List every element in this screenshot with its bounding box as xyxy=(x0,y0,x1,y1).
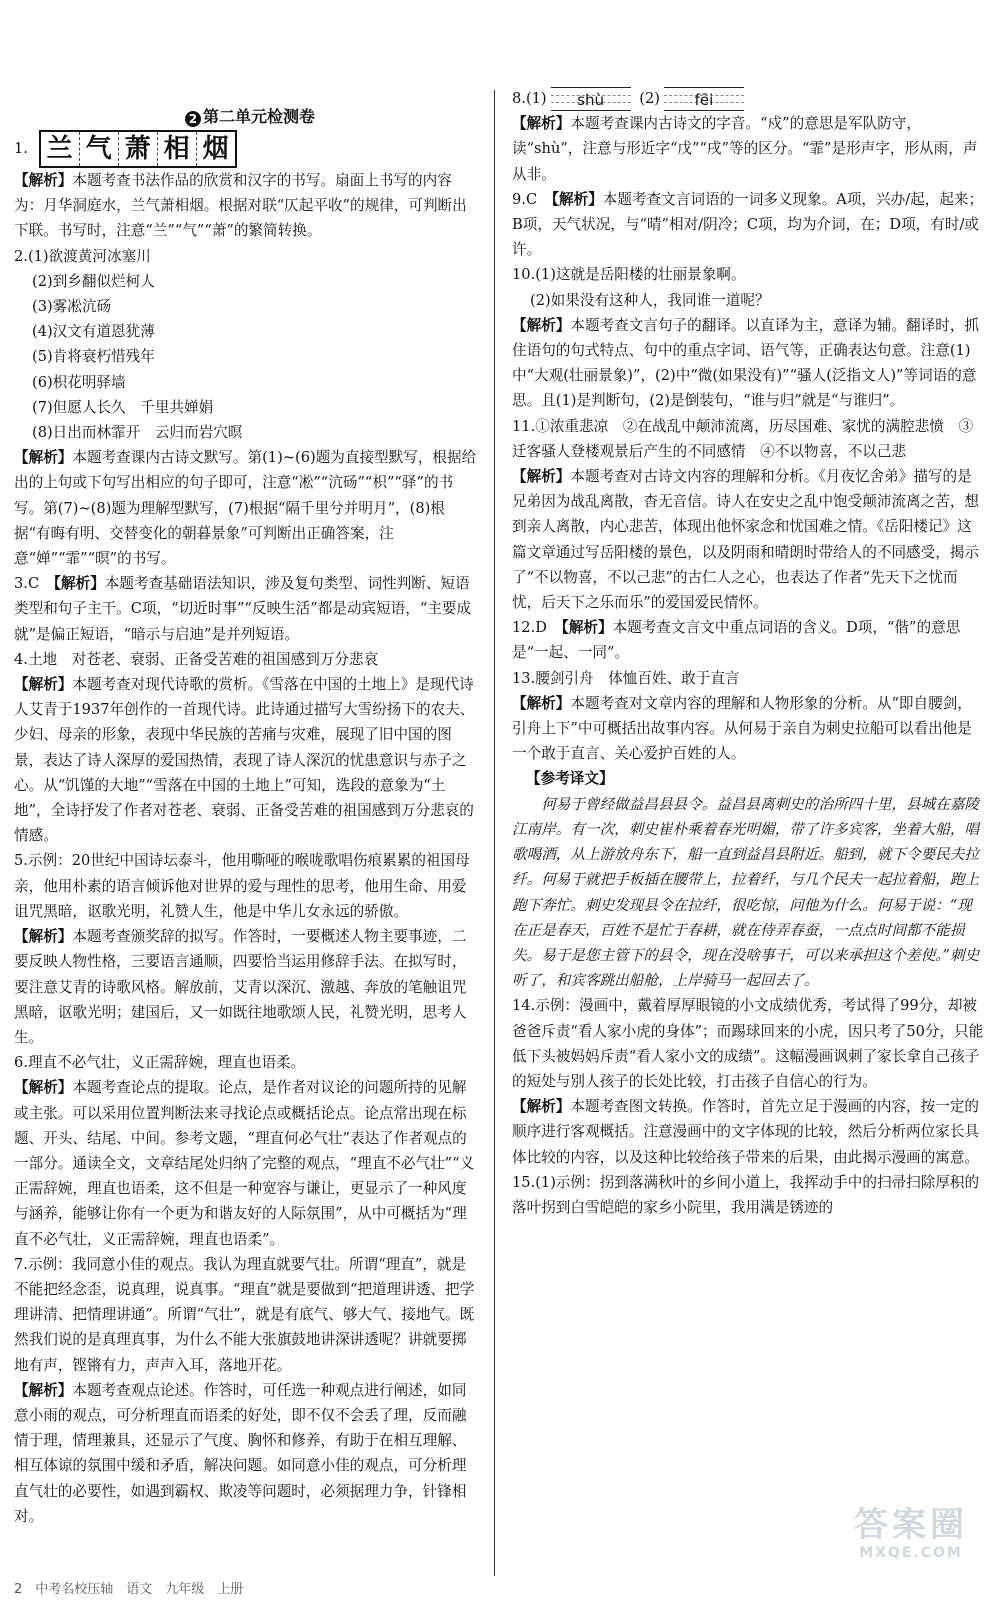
q9-number: 9. xyxy=(512,190,526,208)
q14-answer-text: 示例：漫画中，戴着厚厚眼镜的小文成绩优秀，考试得了99分，却被爸爸斥责“看人家小虎的身体”；而踢球回来的小虎，因只考了50分，只能低下头被妈妈斥责“看人家小文的成绩”。这幅漫画讽刺了家长拿自己孩子的短处与别人孩子的长处比较，打击孩子自信心的行为。 xyxy=(512,997,984,1090)
pinyin-text: shù xyxy=(577,91,605,109)
calligraphy-char: 气 xyxy=(80,132,119,166)
analysis-tag: 【解析】 xyxy=(512,115,571,133)
column-divider xyxy=(494,90,495,1576)
q14-answer xyxy=(512,993,984,1094)
unit-number-badge: 2 xyxy=(185,111,201,127)
q4-answer-text: 土地 对苍老、衰弱、正备受苦难的祖国感到万分悲哀 xyxy=(27,650,379,668)
analysis-text: 本题考查书法作品的欣赏和汉字的书写。扇面上书写的内容为：月华洞庭水，兰气萧相烟。根据对联“仄起平收”的规律，可判断出下联。书写时，注意“兰”“气”“萧”的繁简转换。 xyxy=(14,172,467,240)
q1-answer xyxy=(14,130,478,168)
q6-analysis xyxy=(14,1075,478,1251)
q4-analysis xyxy=(14,672,478,848)
q13-answer xyxy=(512,666,984,691)
q10-analysis xyxy=(512,313,984,414)
calligraphy-char: 相 xyxy=(158,132,197,166)
q9-answer xyxy=(512,187,984,263)
analysis-text: 本题考查课内古诗文默写。第(1)~(6)题为直接型默写，根据给出的上句或下句写出相应的句子即可，注意“凇”“沆砀”“枳”“驿”的书写。第(7)~(8)题为理解型默写，(7)根据“隔千里兮并明月”，(8)根据“有晦有明、交替变化的朝暮景象”可判断出正确答案，注意“婵”“霏”“暝”的书写。 xyxy=(14,449,477,568)
analysis-text: 本题考查文言文中重点词语的含义。D项，“偕”的意思是“一起、一同”。 xyxy=(512,619,961,662)
calligraphy-char: 兰 xyxy=(41,132,80,166)
calligraphy-char: 萧 xyxy=(119,132,158,166)
q2-item: (5)肯将衰朽惜残年 xyxy=(32,348,155,366)
analysis-tag: 【解析】 xyxy=(561,619,613,637)
q8-analysis xyxy=(512,111,984,187)
q2-number: 2. xyxy=(14,247,28,265)
q13-answer-text: 腰剑引舟 体恤百姓、敢于直言 xyxy=(535,669,740,687)
left-column xyxy=(14,96,478,1570)
q12-answer xyxy=(512,615,984,665)
calligraphy-char: 烟 xyxy=(202,134,229,164)
q5-number: 5. xyxy=(14,852,28,870)
q7-answer-text: 示例：我同意小佳的观点。我认为理直就要气壮。所谓“理直”，就是不能把经念歪，说真理，说真事。“理直”就是要做到“把道理讲透、把学理讲清、把情理讲通”。所谓“气壮”，就是有底气、够大气、接地气。既然我们说的是真理真事，为什么不能大张旗鼓地讲深讲透呢？讲就要掷地有声，铿锵有力，声声入耳，落地开花。 xyxy=(14,1255,475,1374)
q9-choice: C xyxy=(525,190,538,208)
q3-choice: C xyxy=(27,575,40,593)
q14-number: 14. xyxy=(512,997,536,1015)
q2-analysis xyxy=(14,445,478,571)
analysis-tag: 【解析】 xyxy=(512,468,571,486)
q5-answer-text: 示例：20世纪中国诗坛泰斗，他用嘶哑的喉咙歌唱伤痕累累的祖国母亲，他用朴素的语言倾诉他对世界的爱与理性的思考，他用生命、用爱诅咒黑暗，讴歌光明，礼赞人生，他是中华儿女永远的骄傲。 xyxy=(14,852,470,920)
page-footer: 2 中考名校压轴 语文 九年级 上册 xyxy=(14,1582,244,1597)
analysis-tag: 【解析】 xyxy=(512,316,571,334)
analysis-text: 本题考查文言句子的翻译。以直译为主，意译为辅。翻译时，抓住语句的句式特点、句中的重点字词、语气等，正确表达句意。注意(1)中“大观(壮丽景象)”，(2)中“微(如果没有)”“骚人(泛指文人)”等词语的意思。且(1)是判断句，(2)是倒装句，“谁与归”就是“与谁归”。 xyxy=(512,316,980,410)
analysis-tag: 【解析】 xyxy=(551,190,603,208)
q1-analysis xyxy=(14,168,478,244)
q3-number: 3. xyxy=(14,575,28,593)
watermark-text: 答案圈 xyxy=(854,1505,968,1545)
q6-number: 6. xyxy=(14,1054,28,1072)
q15-number: 15. xyxy=(512,1173,536,1191)
q10-number: 10. xyxy=(512,266,536,284)
q14-analysis xyxy=(512,1094,984,1170)
analysis-tag: 【解析】 xyxy=(14,1381,73,1399)
pinyin-box xyxy=(551,87,631,111)
q2-item: (6)枳花明驿墙 xyxy=(32,373,126,391)
q5-analysis xyxy=(14,924,478,1050)
q2-item xyxy=(14,244,478,269)
q2-item-text: (1)欲渡黄河冰塞川 xyxy=(27,247,151,265)
q13-analysis xyxy=(512,691,984,767)
analysis-text: 本题考查颁奖辞的拟写。作答时，一要概述人物主要事迹，二要反映人物性格，三要语言通顺，四要恰当运用修辞手法。在拟写时，要注意艾青的诗歌风格。解放前，艾青以深沉、激越、奔放的笔触诅咒黑暗，讴歌光明；建国后，又一如既往地歌颂人民，礼赞光明，思考人生。 xyxy=(14,928,467,1046)
calligraphy-box xyxy=(39,130,237,168)
site-watermark-logo xyxy=(836,1505,986,1575)
q1-number: 1. xyxy=(14,140,28,157)
q7-answer xyxy=(14,1252,478,1378)
analysis-tag: 【解析】 xyxy=(53,575,105,593)
q11-answer xyxy=(512,414,984,464)
q4-number: 4. xyxy=(14,650,28,668)
q2-item: (8)日出而林霏开 云归而岩穴暝 xyxy=(32,424,243,442)
reference-translation-text: 何易于曾经做益昌县县令。益昌县离刺史的治所四十里，县城在嘉陵江南岸。有一次，刺史崔朴乘着春光明媚，带了许多宾客，坐着大船，唱歌喝酒，从上游放舟东下，船一直到益昌县附近。船到，就下令要民夫拉纤。何易于就把手板插在腰带上，拉着纤，与几个民夫一起拉着船，跑上跑下奔忙。刺史发现县令在拉纤，很吃惊，问他为什么。何易于说：“现在正是春天，百姓不是忙于春耕，就在侍弄春蚕，一点点时间都不能损失。易于是您主管下的县令，现在没啥事干，可以来承担这个差使。”刺史听了，和宾客跳出船舱，上岸骑马一起回去了。 xyxy=(512,795,980,990)
q12-choice: D xyxy=(535,619,547,637)
q2-item: (3)雾凇沆砀 xyxy=(32,298,112,316)
analysis-tag: 【解析】 xyxy=(14,928,73,946)
reference-translation-title: 【参考译文】 xyxy=(526,770,614,788)
right-column xyxy=(512,86,984,1570)
q6-answer xyxy=(14,1050,478,1075)
q10-answer xyxy=(512,262,984,287)
analysis-text: 本题考查观点论述。作答时，可任选一种观点进行阐述，如同意小雨的观点，可分析理直而语柔的好处，即不仅不会丢了理，反而融情于理，情理兼具，还显示了气度、胸怀和修养，有助于在相互理解、相互体谅的氛围中缓和矛盾，解决问题。如同意小佳的观点，可分析理直气壮的必要性，如遇到霸权、欺凌等问题时，必须据理力争，针锋相对。 xyxy=(14,1381,467,1525)
analysis-tag: 【解析】 xyxy=(14,1079,73,1097)
pinyin-text: fēi xyxy=(694,91,714,109)
analysis-text: 本题考查对文章内容的理解和人物形象的分析。从“即自腰剑，引舟上下”中可概括出故事内容。从何易于亲自为刺史拉船可以看出他是一个敢于直言、关心爱护百姓的人。 xyxy=(512,694,972,763)
analysis-text: 本题考查课内古诗文的字音。“戍”的意思是军队防守，读“shù”，注意与形近字“戊”“戌”等的区分。“霏”是形声字，形从雨，声从非。 xyxy=(512,115,978,183)
q11-number: 11. xyxy=(512,417,536,435)
q10-item: (1)这就是岳阳楼的壮丽景象啊。 xyxy=(535,266,746,284)
q2-item: (7)但愿人长久 千里共婵娟 xyxy=(32,398,214,416)
analysis-text: 本题考查基础语法知识，涉及复句类型、词性判断、短语类型和句子主干。C项，“切近时事”“反映生活”都是动宾短语，“主要成就”是偏正短语，“暗示与启迪”是并列短语。 xyxy=(14,575,472,643)
analysis-tag: 【解析】 xyxy=(512,1098,571,1116)
q11-analysis xyxy=(512,464,984,615)
q10-item: (2)如果没有这种人，我同谁一道呢？ xyxy=(530,291,770,309)
page-title-text: 第二单元检测卷 xyxy=(202,107,315,126)
analysis-text: 本题考查对古诗文内容的理解和分析。《月夜忆舍弟》描写的是兄弟因为战乱离散，杳无音信。诗人在安史之乱中饱受颠沛流离之苦，想到亲人离散，内心悲苦，体现出他怀家念和忧国难之情。《岳阳楼记》这篇文章通过写岳阳楼的景色，以及阴雨和晴朗时带给人的不同感受，揭示了“不以物喜，不以己悲”的古仁人之心，也表达了作者“先天下之忧而忧，后天下之乐而乐”的爱国爱民情怀。 xyxy=(512,468,980,612)
q11-answer-text: ①浓重悲凉 ②在战乱中颠沛流离，历尽国难、家忧的满腔悲愤 ③迁客骚人登楼观景后产生的不同感情 ④不以物喜，不以己悲 xyxy=(512,417,974,460)
q4-answer xyxy=(14,647,478,672)
q6-answer-text: 理直不必气壮，义正需辞婉，理直也语柔。 xyxy=(27,1054,306,1072)
analysis-text: 本题考查文言词语的一词多义现象。A项，兴办/起，起来；B项，天气状况，与“晴”相对/阴冷；C项，均为介词，在；D项，有时/或许。 xyxy=(512,190,984,259)
q2-item: (4)汉文有道恩犹薄 xyxy=(32,323,155,341)
analysis-tag: 【解析】 xyxy=(14,449,73,467)
analysis-tag: 【解析】 xyxy=(14,172,73,189)
analysis-tag: 【解析】 xyxy=(14,676,73,694)
analysis-tag: 【解析】 xyxy=(512,694,571,712)
pinyin-box xyxy=(664,87,744,111)
q15-answer-text: (1)示例：拐到落满秋叶的乡间小道上，我挥动手中的扫帚扫除厚积的落叶拐到白雪皑皑的家乡小院里，我用满是锈迹的 xyxy=(512,1173,980,1216)
analysis-text: 本题考查图文转换。作答时，首先立足于漫画的内容，按一定的顺序进行客观概括。注意漫画中的文字体现的比较，然后分析两位家长具体比较的内容，以及这种比较给孩子带来的后果，由此揭示漫画的寓意。 xyxy=(512,1098,980,1166)
q8-label: (2) xyxy=(639,90,660,107)
analysis-text: 本题考查对现代诗歌的赏析。《雪落在中国的土地上》是现代诗人艾青于1937年创作的一首现代诗。此诗通过描写大雪纷扬下的农夫、少妇、母亲的形象，表现中华民族的苦痛与灾难，展现了旧中国的图景，表达了诗人深厚的爱国热情，表现了诗人深沉的忧患意识与赤子之心。从“饥馑的大地”“雪落在中国的土地上”可知，选段的意象为“土地”，全诗抒发了作者对苍老、衰弱、正备受苦难的祖国感到万分悲哀的情感。 xyxy=(14,676,475,845)
q15-answer xyxy=(512,1170,984,1220)
q13-number: 13. xyxy=(512,669,536,687)
q3-answer xyxy=(14,571,478,647)
analysis-text: 本题考查论点的提取。论点，是作者对议论的问题所持的见解或主张。可以采用位置判断法来寻找论点或概括论点。论点常出现在标题、开头、结尾、中间。参考文题，“理直何必气壮”表达了作者观点的一部分。通读全文，文章结尾处归纳了完整的观点，“理直不必气壮”“义正需辞婉，理直也语柔，这不但是一种宽容与谦让，更显示了一种风度与涵养，能够让你有一个更为和谐友好的人际氛围”，从中可概括为“理直不必气壮，义正需辞婉，理直也语柔”。 xyxy=(14,1079,475,1248)
q8-label: (1) xyxy=(525,90,547,107)
q12-number: 12. xyxy=(512,619,536,637)
q8-number: 8. xyxy=(512,90,526,107)
q2-item: (2)到乡翻似烂柯人 xyxy=(32,272,155,290)
watermark-url: MXQE.COM xyxy=(859,1545,963,1561)
q7-analysis xyxy=(14,1378,478,1529)
q7-number: 7. xyxy=(14,1255,28,1273)
q8-answer xyxy=(512,86,984,111)
q5-answer xyxy=(14,848,478,924)
